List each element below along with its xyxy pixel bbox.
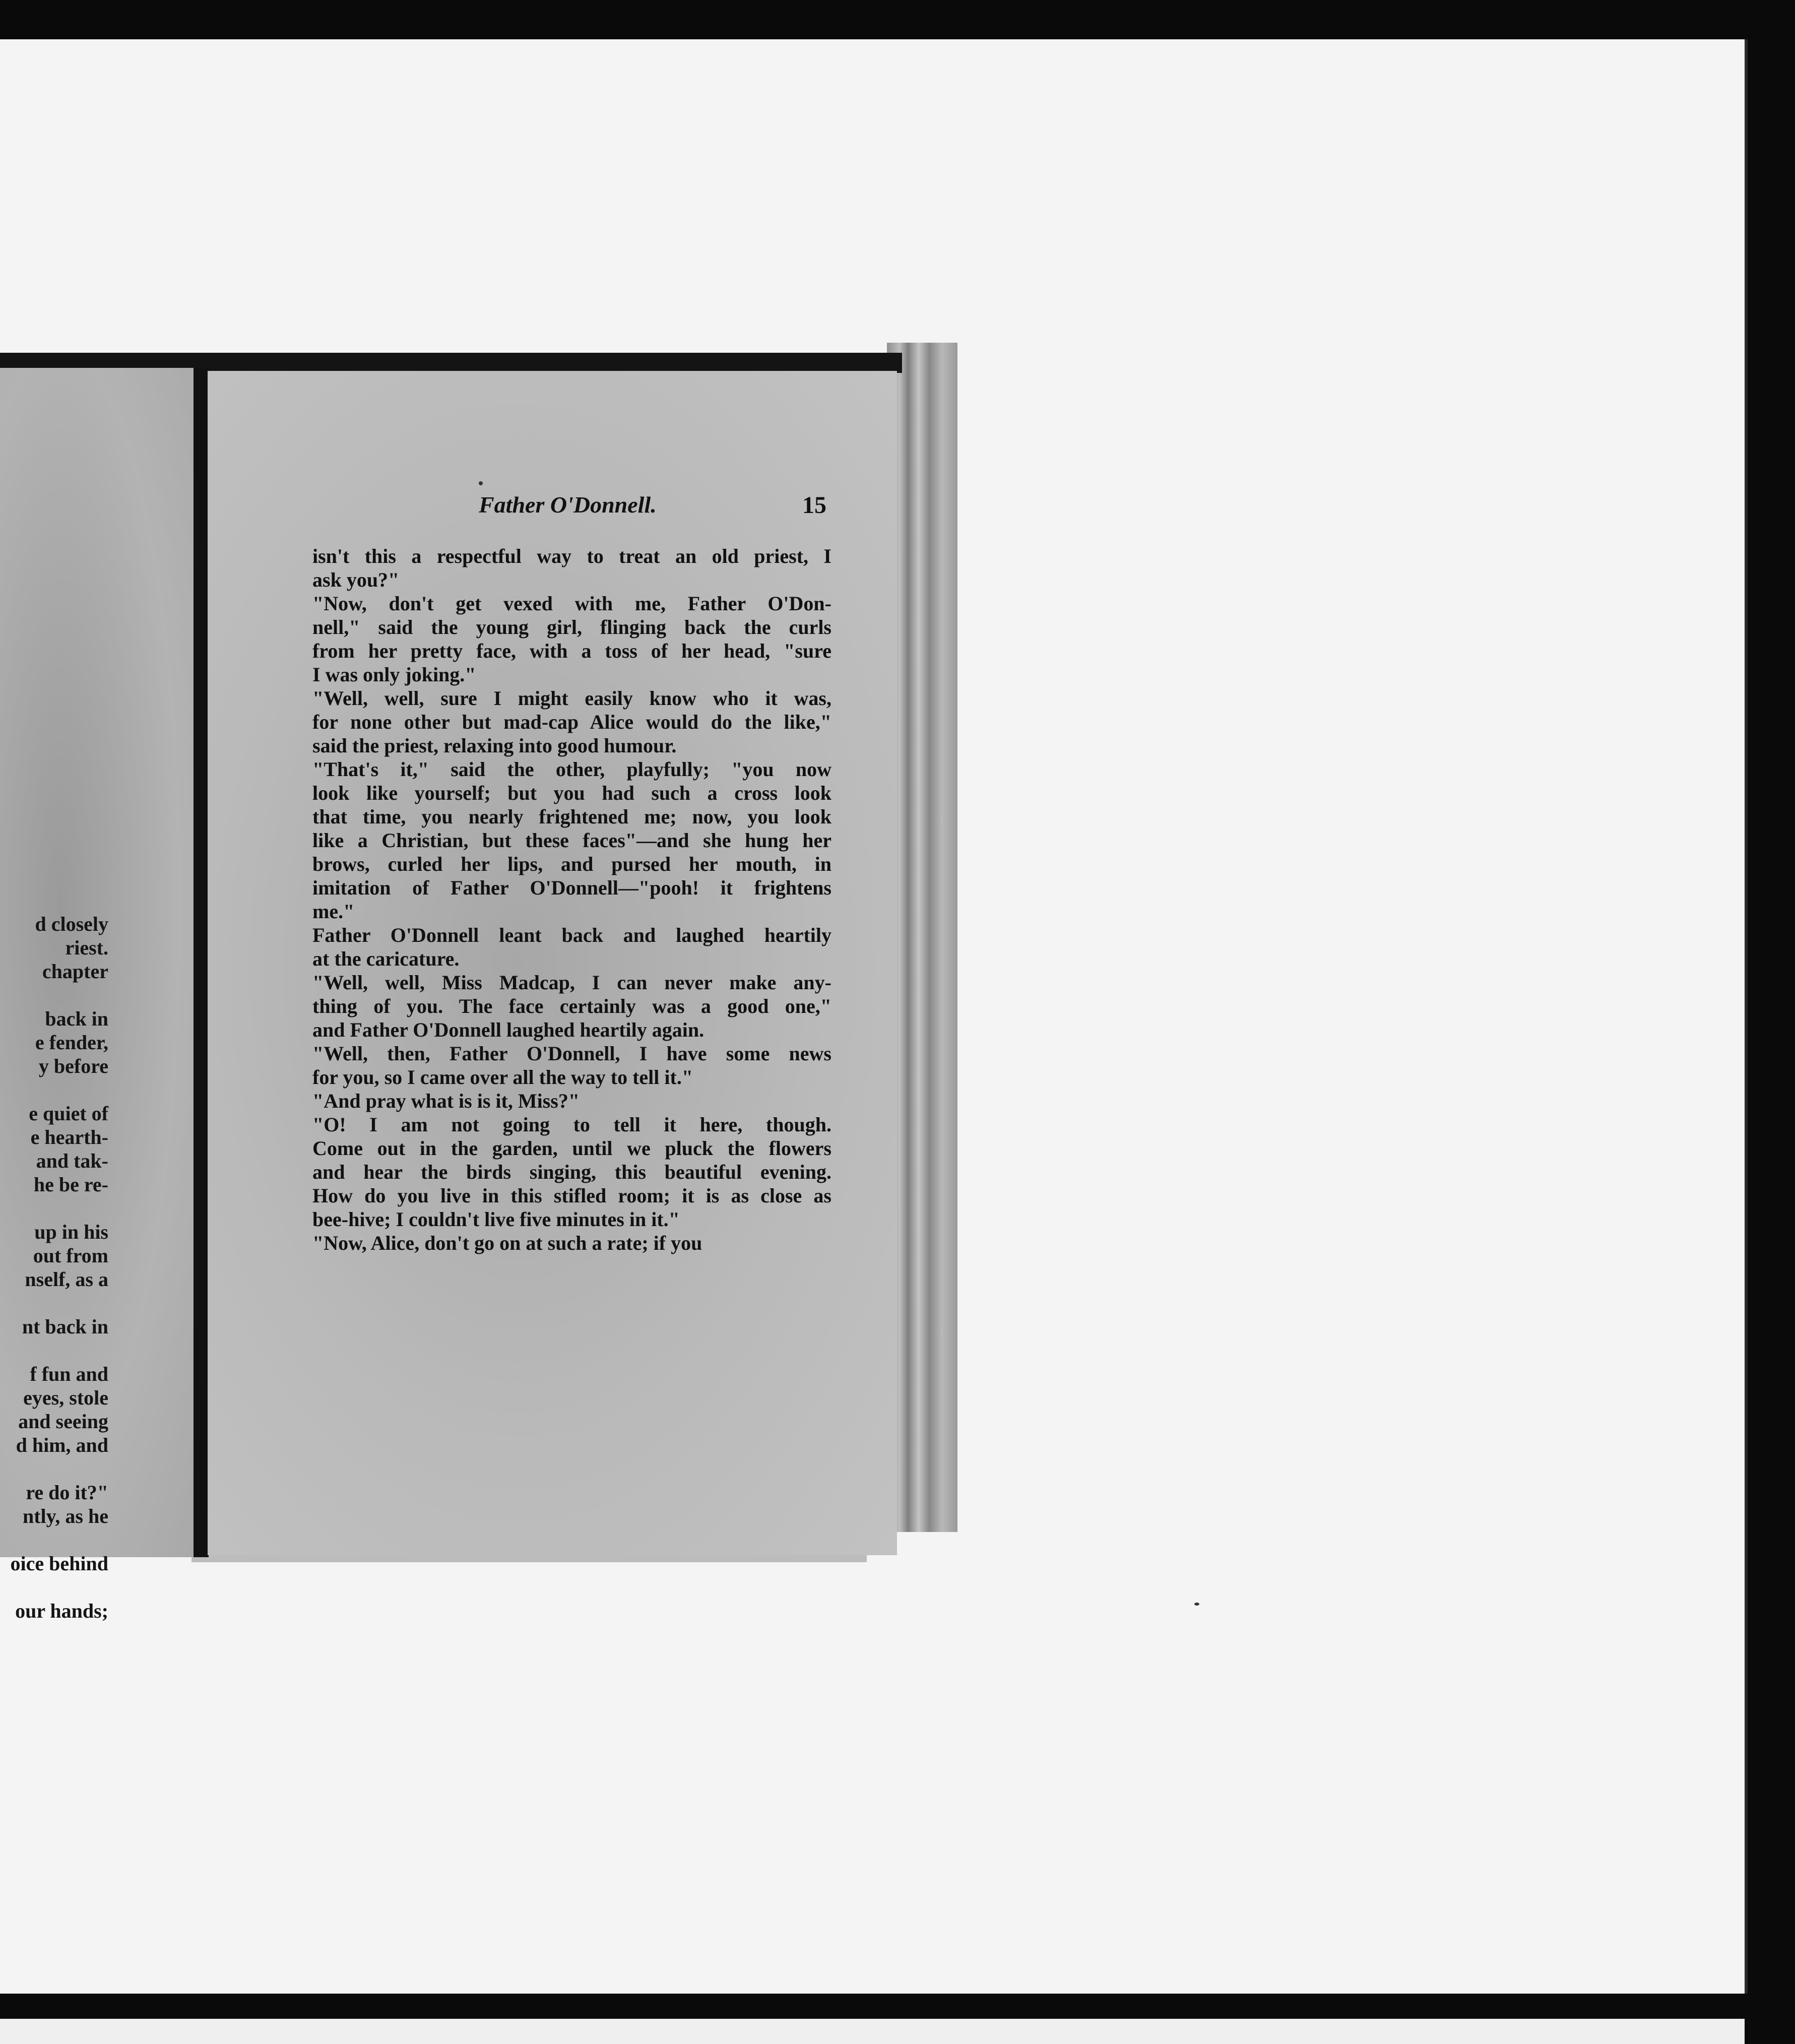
left-text-fragment — [0, 983, 108, 1007]
left-text-fragment: eyes, stole — [23, 1386, 108, 1409]
text-line: like a Christian, but these faces"—and she hung her — [312, 829, 831, 852]
left-text-fragment: he be re- — [33, 1173, 108, 1196]
left-text-fragment: d closely — [35, 913, 108, 935]
left-text-fragment: e quiet of — [29, 1102, 108, 1125]
text-line: for you, so I came over all the way to tell it." — [312, 1066, 693, 1089]
left-text-fragment: e hearth- — [30, 1126, 108, 1148]
text-line: "Now, Alice, don't go on at such a rate; if you — [312, 1232, 702, 1254]
page-title: Father O'Donnell. — [479, 492, 657, 518]
left-text-fragment: ntly, as he — [22, 1505, 108, 1527]
running-head — [272, 491, 826, 527]
text-line: and hear the birds singing, this beautiful evening. — [312, 1161, 831, 1183]
text-line: from her pretty face, with a toss of her head, "sure — [312, 640, 831, 662]
left-text-fragment — [0, 1196, 108, 1220]
left-text-fragment: y before — [38, 1055, 108, 1077]
left-text-fragment — [0, 1575, 108, 1599]
left-text-fragment: d him, and — [16, 1434, 108, 1456]
text-line: imitation of Father O'Donnell—"pooh! it frightens — [312, 876, 831, 899]
left-page-text — [0, 912, 108, 1623]
left-text-fragment: back in — [45, 1007, 108, 1030]
left-text-fragment: up in his — [34, 1221, 108, 1243]
text-line: "Now, don't get vexed with me, Father O'Don- — [312, 592, 831, 615]
page-body-text — [312, 544, 831, 1255]
left-text-fragment: our hands; — [15, 1600, 108, 1622]
text-line: "Well, well, Miss Madcap, I can never make any- — [312, 971, 831, 994]
text-line: me." — [312, 900, 355, 923]
left-text-fragment: oice behind — [10, 1552, 108, 1575]
next-frame-strip — [0, 2019, 1745, 2044]
left-text-fragment — [0, 1291, 108, 1315]
text-line: "Well, well, sure I might easily know who it was, — [312, 687, 831, 710]
text-line: "That's it," said the other, playfully; "you now — [312, 758, 831, 781]
left-text-fragment: nself, as a — [25, 1268, 108, 1291]
text-line: Father O'Donnell leant back and laughed heartily — [312, 924, 831, 946]
left-text-fragment: chapter — [42, 960, 108, 983]
left-text-fragment — [0, 1457, 108, 1481]
left-text-fragment: e fender, — [35, 1031, 108, 1054]
left-text-fragment: out from — [33, 1244, 108, 1267]
text-line: said the priest, relaxing into good humour. — [312, 734, 677, 757]
text-line: ask you?" — [312, 568, 400, 591]
text-line: nell," said the young girl, flinging back the curls — [312, 616, 831, 638]
page-number: 15 — [802, 492, 826, 519]
ink-speck — [1194, 1603, 1199, 1606]
text-line: I was only joking." — [312, 663, 476, 686]
text-line: How do you live in this stifled room; it is as close as — [312, 1184, 831, 1207]
text-line: "And pray what is is it, Miss?" — [312, 1090, 580, 1112]
text-line: that time, you nearly frightened me; now, you look — [312, 805, 831, 828]
left-text-fragment: and tak- — [36, 1149, 108, 1172]
ink-speck — [479, 481, 483, 485]
text-line: Come out in the garden, until we pluck the flowers — [312, 1137, 831, 1160]
left-text-fragment: and seeing — [18, 1410, 108, 1433]
text-line: for none other but mad-cap Alice would do the like," — [312, 711, 831, 733]
book-gutter — [194, 368, 209, 1557]
text-line: "Well, then, Father O'Donnell, I have some news — [312, 1042, 831, 1065]
page-edges — [887, 343, 957, 1532]
left-text-fragment: re do it?" — [26, 1481, 108, 1504]
text-line: at the caricature. — [312, 947, 460, 970]
text-line: thing of you. The face certainly was a good one," — [312, 995, 831, 1017]
text-line: bee-hive; I couldn't live five minutes in it." — [312, 1208, 680, 1231]
text-line: isn't this a respectful way to treat an old priest, I — [312, 545, 831, 567]
text-line: look like yourself; but you had such a cross look — [312, 782, 831, 804]
text-line: brows, curled her lips, and pursed her mouth, in — [312, 853, 831, 875]
left-text-fragment — [0, 1528, 108, 1552]
left-text-fragment — [0, 1078, 108, 1102]
text-line: "O! I am not going to tell it here, though. — [312, 1113, 831, 1136]
left-text-fragment: riest. — [65, 936, 108, 959]
left-page — [0, 368, 201, 1622]
text-line: and Father O'Donnell laughed heartily again. — [312, 1018, 704, 1041]
left-text-fragment: nt back in — [22, 1315, 108, 1338]
left-text-fragment: f fun and — [30, 1363, 108, 1385]
left-text-fragment — [0, 1338, 108, 1362]
